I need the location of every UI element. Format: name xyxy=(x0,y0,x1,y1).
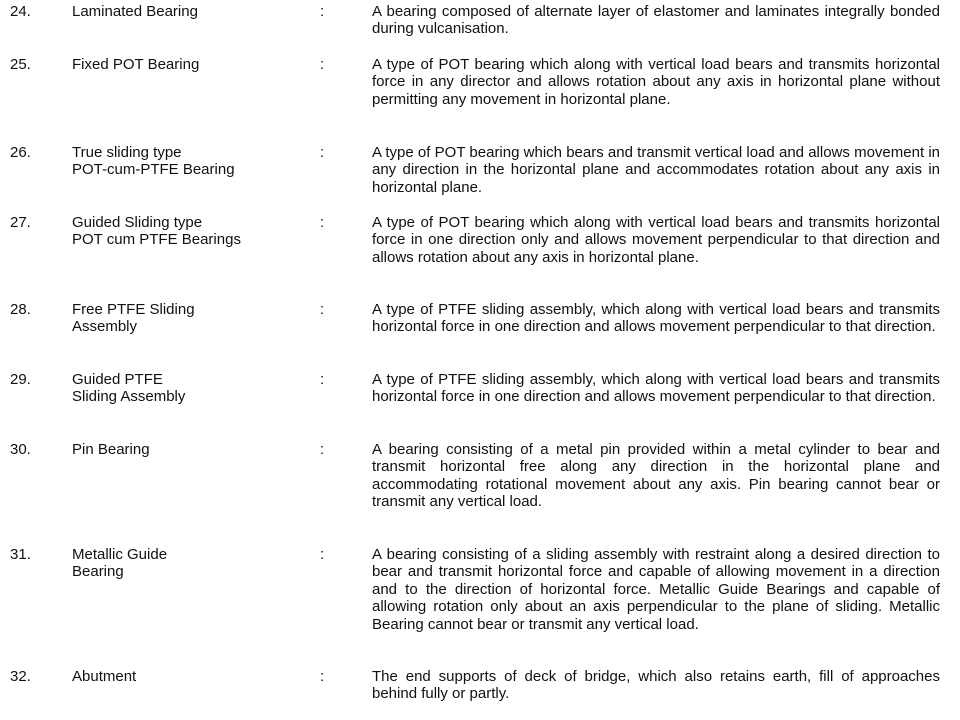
entry-separator: : xyxy=(320,214,325,231)
entry-definition: A type of POT bearing which along with vertical load bears and transmits horizontal force in any director and allows rotation about any axis in horizontal plane without permitting any movement in horizontal plane. xyxy=(372,56,940,108)
entry-term: Laminated Bearing xyxy=(72,3,198,20)
entry-separator: : xyxy=(320,144,325,161)
entry-definition: A type of PTFE sliding assembly, which along with vertical load bears and transmits horizontal force in one direction and allows movement perpendicular to that direction. xyxy=(372,301,940,336)
entry-definition: A bearing composed of alternate layer of elastomer and laminates integrally bonded during vulcanisation. xyxy=(372,3,940,38)
entry-number: 28. xyxy=(10,301,31,318)
entry-definition: A bearing consisting of a metal pin provided within a metal cylinder to bear and transmit horizontal free along any direction in the horizontal plane and accommodating rotational movement about any axis. Pin bearing cannot bear or transmit any vertical load. xyxy=(372,441,940,511)
entry-term: Fixed POT Bearing xyxy=(72,56,200,73)
entry-separator: : xyxy=(320,301,325,318)
entry-number: 27. xyxy=(10,214,31,231)
entry-separator: : xyxy=(320,546,325,563)
entry-number: 29. xyxy=(10,371,31,388)
entry-term: Metallic Guide Bearing xyxy=(72,546,168,581)
entry-term: Guided PTFE Sliding Assembly xyxy=(72,371,186,406)
entry-term: Free PTFE Sliding Assembly xyxy=(72,301,195,336)
entry-definition: A bearing consisting of a sliding assembly with restraint along a desired direction to bear and transmit horizontal force and capable of allowing movement in a direction and to the direction of horizontal force. Metallic Guide Bearings and capable of allowing rotation only about an axis perpendicular to the plane of sliding. Metallic Bearing cannot bear or transmit any vertical load. xyxy=(372,546,940,633)
entry-term: Pin Bearing xyxy=(72,441,150,458)
entry-number: 30. xyxy=(10,441,31,458)
entry-term: Abutment xyxy=(72,668,137,685)
entry-separator: : xyxy=(320,441,325,458)
entry-separator: : xyxy=(320,56,325,73)
entry-separator: : xyxy=(320,668,325,685)
entry-definition: A type of POT bearing which bears and transmit vertical load and allows movement in any direction in the horizontal plane and accommodates rotation about any axis in horizontal plane. xyxy=(372,144,940,196)
entry-separator: : xyxy=(320,3,325,20)
entry-number: 25. xyxy=(10,56,31,73)
entry-number: 26. xyxy=(10,144,31,161)
entry-definition: The end supports of deck of bridge, which also retains earth, fill of approaches behind fully or partly. xyxy=(372,668,940,703)
entry-definition: A type of POT bearing which along with vertical load bears and transmits horizontal force in one direction only and allows movement perpendicular to that direction and allows rotation about any axis in horizontal plane. xyxy=(372,214,940,266)
entry-number: 32. xyxy=(10,668,31,685)
entry-number: 31. xyxy=(10,546,31,563)
entry-separator: : xyxy=(320,371,325,388)
entry-definition: A type of PTFE sliding assembly, which along with vertical load bears and transmits horizontal force in one direction and allows movement perpendicular to that direction. xyxy=(372,371,940,406)
entry-number: 24. xyxy=(10,3,31,20)
entry-term: Guided Sliding type POT cum PTFE Bearings xyxy=(72,214,241,249)
entry-term: True sliding type POT-cum-PTFE Bearing xyxy=(72,144,235,179)
